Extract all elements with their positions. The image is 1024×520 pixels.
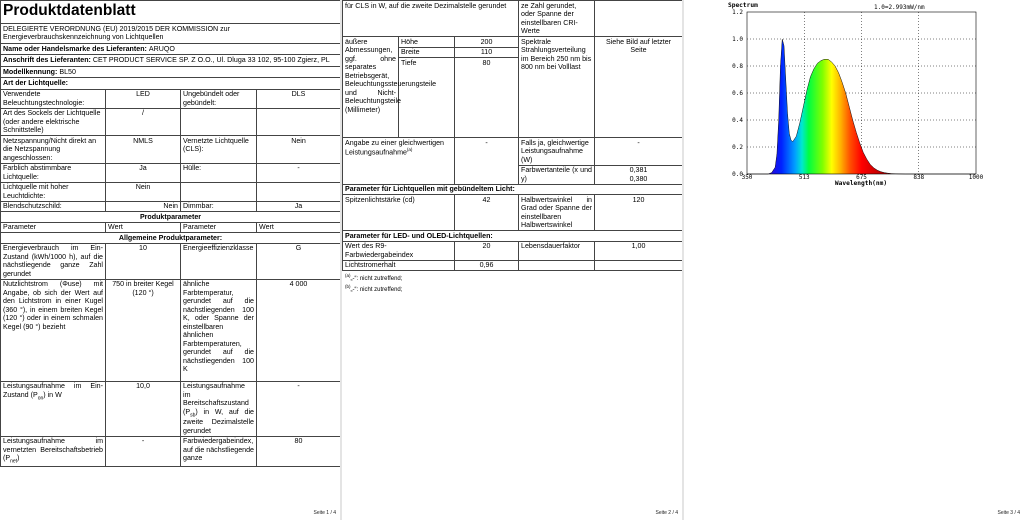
footnote-b: $^{(b)}$„-“: nicht zutreffend;	[345, 283, 403, 293]
r9-label: Wert des R9-Farbwiedergabeindex	[343, 241, 455, 260]
energy-class-label: Energieeffizienzklasse	[181, 243, 257, 279]
chart-annotation: 1.0=2.993mW/nm	[874, 4, 925, 11]
supplier-name-row: Name oder Handelsmarke des Lieferanten: ARUQO	[1, 43, 341, 55]
unbundled-label: Ungebündelt oder gebündelt:	[181, 89, 257, 108]
envelope-label: Hülle:	[181, 163, 257, 182]
y-axis-ticks	[732, 9, 743, 178]
datasheet-page-2	[342, 0, 682, 520]
depth-label: Tiefe	[399, 58, 455, 138]
cls-label: Vernetzte Lichtquelle (CLS):	[181, 136, 257, 164]
supplier-name: ARUQO	[148, 44, 175, 53]
beam-angle-value: 120	[595, 195, 683, 231]
page-title: Produktdatenblatt	[1, 1, 341, 24]
net-standby-label: Leistungsaufnahme im vernetzten Bereitschaftsbetrieb $(P_{net})$	[1, 436, 106, 466]
depth-value: 80	[455, 58, 519, 138]
mains-label: Netzspannung/Nicht direkt an die Netzspannung angeschlossen:	[1, 136, 106, 164]
width-value: 110	[455, 47, 519, 58]
unbundled-value: DLS	[257, 89, 341, 108]
luminance-value: Nein	[106, 182, 181, 201]
socket-value: /	[106, 108, 181, 136]
survival-label: Lebensdauerfaktor	[519, 241, 595, 260]
flux-value: 750 in breiter Kegel (120 °)	[106, 279, 181, 381]
y-tick-label: 0.0	[732, 171, 743, 178]
supplier-address: CET PRODUCT SERVICE SP. Z O.O., Ul. Dluga 33 102, 95-100 Zgierz, PL	[92, 56, 330, 65]
cri-value: 80	[257, 436, 341, 466]
general-params-header: Allgemeine Produktparameter:	[1, 233, 341, 244]
footnotes	[345, 273, 682, 294]
col-header-param: Parameter	[181, 222, 257, 233]
datasheet-page-1	[0, 0, 340, 520]
dimmable-value: Ja	[257, 201, 341, 212]
cls-power-cont: für CLS in W, auf die zweite Dezimalstelle gerundet	[343, 1, 519, 37]
col-header-value: Wert	[106, 222, 181, 233]
regulation-text: DELEGIERTE VERORDNUNG (EU) 2019/2015 DER KOMMISSION zur Energieverbrauchskennzeichnung von Lichtquellen	[1, 23, 341, 43]
standby-label: Leistungsaufnahme im Bereitschaftszustand $(P_{sb})$ in W, auf die zweite Dezimalstelle gerundet	[181, 381, 257, 436]
equiv-power-value: -	[595, 138, 683, 166]
page-number: Seite 1 / 4	[313, 510, 336, 516]
page-number: Seite 2 / 4	[655, 510, 678, 516]
datasheet-page-3	[684, 0, 1024, 520]
directional-header: Parameter für Lichtquellen mit gebündeltem Licht:	[343, 184, 683, 195]
chromaticity-value: 0,381 0,380	[595, 165, 683, 184]
energy-class-value: G	[257, 243, 341, 279]
standby-value: -	[257, 381, 341, 436]
product-params-table-continued	[342, 0, 683, 271]
power-on-value: 10,0	[106, 381, 181, 436]
footnote-a: $^{(a)}$„-“: nicht zutreffend;	[345, 273, 403, 282]
cri-cont: ze Zahl gerundet, oder Spanne der einstellbaren CRI-Werte	[519, 1, 595, 37]
tech-label: Verwendete Beleuchtungstechnologie:	[1, 89, 106, 108]
x-axis-label: Wavelength(nm)	[834, 180, 888, 187]
energy-value: 10	[106, 243, 181, 279]
led-header: Parameter für LED- und OLED-Lichtquellen:	[343, 231, 683, 242]
glare-label: Blendschutzschild:	[1, 201, 106, 212]
lumen-maintenance-value: 0,96	[455, 260, 519, 271]
cri-label: Farbwiedergabeindex, auf die nächstliegende ganze	[181, 436, 257, 466]
cct-label: ähnliche Farbtemperatur, gerundet auf die nächstliegenden 100 K, oder Spanne der einstellbaren ähnlichen Farbtemperaturen, gerundet auf die nächstliegenden 100 K	[181, 279, 257, 381]
y-tick-label: 0.6	[732, 90, 743, 97]
product-info-table	[0, 0, 341, 467]
cls-value: Nein	[257, 136, 341, 164]
model-row: Modellkennung: BL50	[1, 66, 341, 78]
x-tick-label: 513	[798, 174, 810, 181]
x-tick-label: 838	[913, 174, 925, 181]
chart-title: Spectrum	[728, 2, 758, 9]
tech-value: LED	[106, 89, 181, 108]
color-tunable-label: Farblich abstimmbare Lichtquelle:	[1, 163, 106, 182]
supplier-address-row: Anschrift des Lieferanten: CET PRODUCT SERVICE SP. Z O.O., Ul. Dluga 33 102, 95-100 Zgierz, PL	[1, 55, 341, 67]
height-value: 200	[455, 37, 519, 48]
product-params-header: Produktparameter	[1, 212, 341, 223]
y-tick-label: 1.2	[732, 9, 743, 16]
mains-value: NMLS	[106, 136, 181, 164]
energy-label: Energieverbrauch im Ein-Zustand (kWh/1000 h), auf die nächstliegende ganze Zahl gerundet	[1, 243, 106, 279]
y-tick-label: 0.4	[732, 117, 743, 124]
r9-value: 20	[455, 241, 519, 260]
x-tick-label: 675	[856, 174, 867, 181]
x-tick-label: 1000	[968, 174, 984, 181]
width-label: Breite	[399, 47, 455, 58]
y-tick-label: 0.8	[732, 63, 743, 70]
cct-value: 4 000	[257, 279, 341, 381]
y-tick-label: 0.2	[732, 144, 743, 151]
equiv-power-label: Falls ja, gleichwertige Leistungsaufnahme (W)	[519, 138, 595, 166]
dimensions-label: äußere Abmessungen, ggf. ohne separates Betriebsgerät, Beleuchtungssteuerungsteile und Nicht-Beleuchtungsteile (Millimeter)	[343, 37, 399, 138]
spectral-label: Spektrale Strahlungsverteilung im Bereich 250 nm bis 800 nm bei Volllast	[519, 37, 595, 138]
y-tick-label: 1.0	[732, 36, 743, 43]
equiv-power-claim-label: Angabe zu einer gleichwertigen Leistungsaufnahme$^{(a)}$	[343, 138, 455, 185]
color-tunable-value: Ja	[106, 163, 181, 182]
survival-value: 1,00	[595, 241, 683, 260]
page-number: Seite 3 / 4	[997, 510, 1020, 516]
power-on-label: Leistungsaufnahme im Ein-Zustand $(P_{on})$ in W	[1, 381, 106, 436]
x-tick-label: 350	[741, 174, 753, 181]
dimmable-label: Dimmbar:	[181, 201, 257, 212]
equiv-power-claim-value: -	[455, 138, 519, 185]
chromaticity-label: Farbwertanteile (x und y)	[519, 165, 595, 184]
lumen-maintenance-label: Lichtstromerhalt	[343, 260, 455, 271]
model-id: BL50	[59, 67, 76, 76]
spectrum-chart	[684, 0, 1024, 200]
beam-angle-label: Halbwertswinkel in Grad oder Spanne der einstellbaren Halbwertswinkel	[519, 195, 595, 231]
peak-intensity-label: Spitzenlichtstärke (cd)	[343, 195, 455, 231]
light-type-header: Art der Lichtquelle:	[1, 78, 341, 90]
height-label: Höhe	[399, 37, 455, 48]
luminance-label: Lichtquelle mit hoher Leuchtdichte:	[1, 182, 106, 201]
socket-label: Art des Sockels der Lichtquelle (oder andere elektrische Schnittstelle)	[1, 108, 106, 136]
col-header-param: Parameter	[1, 222, 106, 233]
col-header-value: Wert	[257, 222, 341, 233]
spectral-value: Siehe Bild auf letzter Seite	[595, 37, 683, 138]
net-standby-value: -	[106, 436, 181, 466]
envelope-value: -	[257, 163, 341, 182]
peak-intensity-value: 42	[455, 195, 519, 231]
flux-label: Nutzlichtstrom (Φuse) mit Angabe, ob sich der Wert auf den Lichtstrom in einer Kugel (360 °), in einem breiten Kegel (120 °) oder in einem schmalen Kegel (90 °) bezieht	[1, 279, 106, 381]
glare-value: Nein	[106, 201, 181, 212]
